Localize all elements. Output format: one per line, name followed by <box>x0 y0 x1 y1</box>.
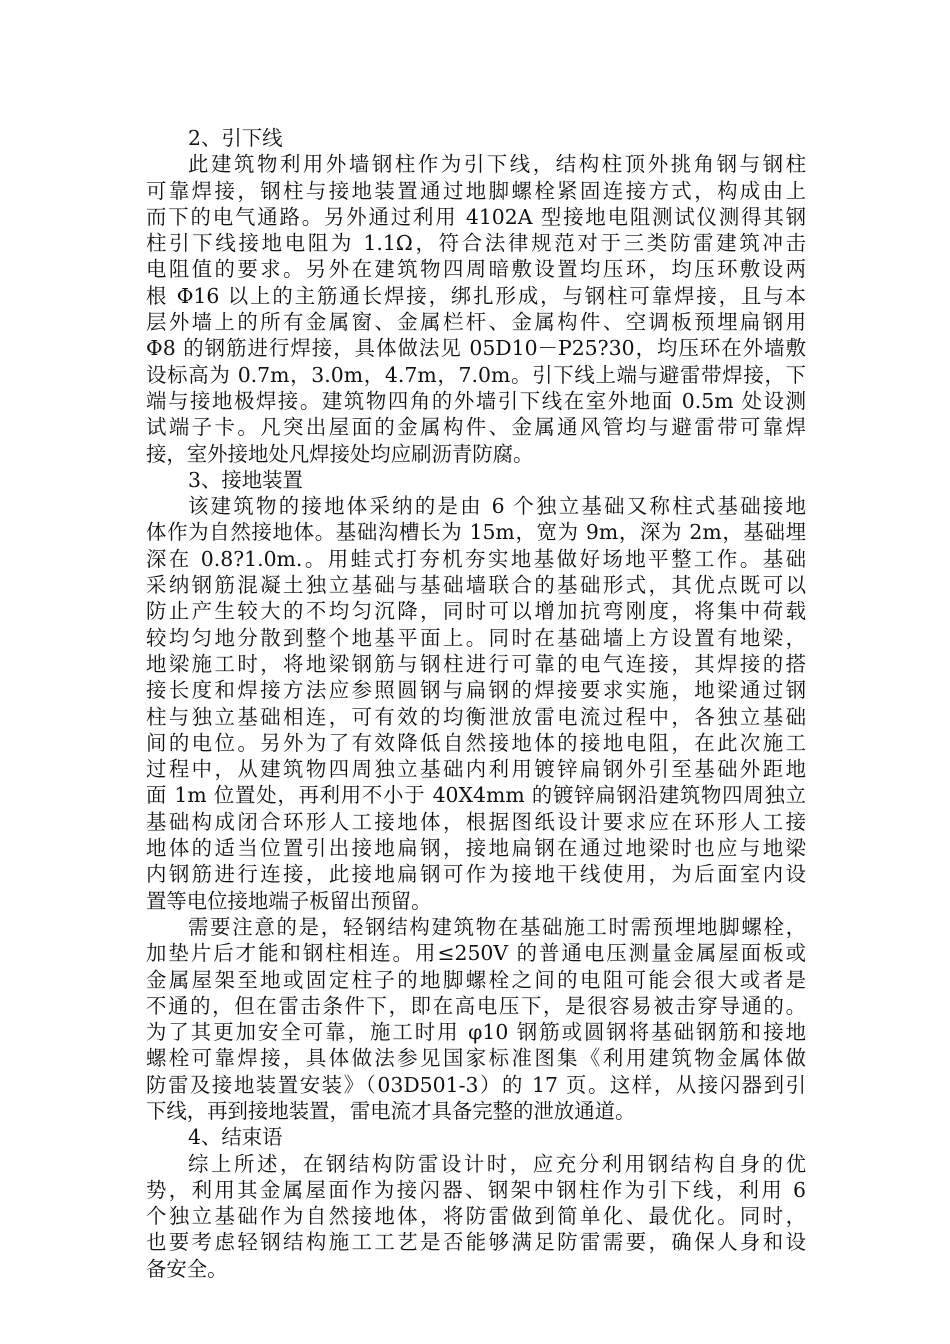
paragraph-line: 螺栓可靠焊接，具体做法参见国家标准图集《利用建筑物金属体做 <box>146 1046 806 1071</box>
paragraph-line: 设标高为 0.7m，3.0m，4.7m，7.0m。引下线上端与避雷带焊接，下 <box>146 362 806 387</box>
paragraph-line: 而下的电气通路。另外通过利用 4102A 型接地电阻测试仪测得其钢 <box>146 204 806 229</box>
paragraph-line: 柱引下线接地电阻为 1.1Ω，符合法律规范对于三类防雷建筑冲击 <box>146 231 806 256</box>
paragraph-line: 内钢筋进行连接，此接地扁钢可作为接地干线使用，为后面室内设 <box>146 862 806 887</box>
paragraph-line: 势，利用其金属屋面作为接闪器、钢架中钢柱作为引下线，利用 6 <box>146 1177 806 1202</box>
paragraph-line: 下线，再到接地装置，雷电流才具备完整的泄放通道。 <box>146 1098 636 1123</box>
paragraph-line: Φ8 的钢筋进行焊接，具体做法见 05D10－P25?30，均压环在外墙敷 <box>146 336 806 361</box>
section-heading: 4、结束语 <box>188 1125 283 1150</box>
paragraph-line: 不通的，但在雷击条件下，即在高电压下，是很容易被击穿导通的。 <box>146 993 806 1018</box>
section-heading: 2、引下线 <box>188 126 283 150</box>
paragraph-line: 接长度和焊接方法应参照圆钢与扁钢的焊接要求实施，地梁通过钢 <box>146 678 806 703</box>
paragraph-line: 过程中，从建筑物四周独立基础内利用镀锌扁钢外引至基础外距地 <box>146 757 806 782</box>
paragraph-line: 防止产生较大的不均匀沉降，同时可以增加抗弯刚度，将集中荷载 <box>146 599 806 624</box>
paragraph-line: 个独立基础作为自然接地体，将防雷做到简单化、最优化。同时， <box>146 1204 806 1229</box>
paragraph-line: 金属屋架至地或固定柱子的地脚螺栓之间的电阻可能会很大或者是 <box>146 967 806 992</box>
paragraph-line: 可靠焊接，钢柱与接地装置通过地脚螺栓紧固连接方式，构成由上 <box>146 178 806 203</box>
paragraph-line: 面 1m 位置处，再利用不小于 40X4mm 的镀锌扁钢沿建筑物四周独立 <box>146 783 806 808</box>
paragraph-line: 端与接地极焊接。建筑物四角的外墙引下线在室外地面 0.5m 处设测 <box>146 388 806 413</box>
section-heading: 3、接地装置 <box>188 467 303 492</box>
paragraph-line: 综上所述，在钢结构防雷设计时，应充分利用钢结构自身的优 <box>188 1151 806 1176</box>
paragraph-line: 试端子卡。凡突出屋面的金属构件、金属通风管均与避雷带可靠焊 <box>146 415 806 440</box>
paragraph-line: 为了其更加安全可靠，施工时用 φ10 钢筋或圆钢将基础钢筋和接地 <box>146 1020 806 1045</box>
paragraph-line: 地梁施工时，将地梁钢筋与钢柱进行可靠的电气连接，其焊接的搭 <box>146 651 806 676</box>
paragraph-line: 电阻值的要求。另外在建筑物四周暗敷设置均压环，均压环敷设两 <box>146 257 806 282</box>
paragraph-line: 基础构成闭合环形人工接地体，根据图纸设计要求应在环形人工接 <box>146 809 806 834</box>
paragraph-line: 加垫片后才能和钢柱相连。用≤250V 的普通电压测量金属屋面板或 <box>146 941 806 966</box>
paragraph-line: 深在 0.8?1.0m.。用蛙式打夯机夯实地基做好场地平整工作。基础 <box>146 546 806 571</box>
paragraph-line: 置等电位接地端子板留出预留。 <box>146 888 432 913</box>
paragraph-line: 较均匀地分散到整个地基平面上。同时在基础墙上方设置有地梁， <box>146 625 806 650</box>
paragraph-line: 采纳钢筋混凝土独立基础与基础墙联合的基础形式，其优点既可以 <box>146 573 806 598</box>
paragraph-line: 层外墙上的所有金属窗、金属栏杆、金属构件、空调板预埋扁钢用 <box>146 310 806 335</box>
document-body <box>146 125 806 1282</box>
paragraph-line: 间的电位。另外为了有效降低自然接地体的接地电阻，在此次施工 <box>146 730 806 755</box>
paragraph-line: 体作为自然接地体。基础沟槽长为 15m，宽为 9m，深为 2m，基础埋 <box>146 520 806 545</box>
paragraph-line: 地体的适当位置引出接地扁钢，接地扁钢在通过地梁时也应与地梁 <box>146 836 806 861</box>
paragraph-line: 防雷及接地装置安装》（03D501-3）的 17 页。这样，从接闪器到引 <box>146 1072 806 1097</box>
paragraph-line: 也要考虑轻钢结构施工工艺是否能够满足防雷需要，确保人身和设 <box>146 1230 806 1255</box>
paragraph-line: 备安全。 <box>146 1256 228 1281</box>
paragraph-line: 柱与独立基础相连，可有效的均衡泄放雷电流过程中，各独立基础 <box>146 704 806 729</box>
paragraph-line: 该建筑物的接地体采纳的是由 6 个独立基础又称柱式基础接地 <box>188 494 806 519</box>
paragraph-line: 需要注意的是，轻钢结构建筑物在基础施工时需预埋地脚螺栓， <box>188 914 806 939</box>
paragraph-line: 此建筑物利用外墙钢柱作为引下线，结构柱顶外挑角钢与钢柱 <box>188 152 806 177</box>
paragraph-line: 根 Φ16 以上的主筋通长焊接，绑扎形成，与钢柱可靠焊接，且与本 <box>146 283 806 308</box>
paragraph-line: 接，室外接地处凡焊接处均应刷沥青防腐。 <box>146 441 534 466</box>
